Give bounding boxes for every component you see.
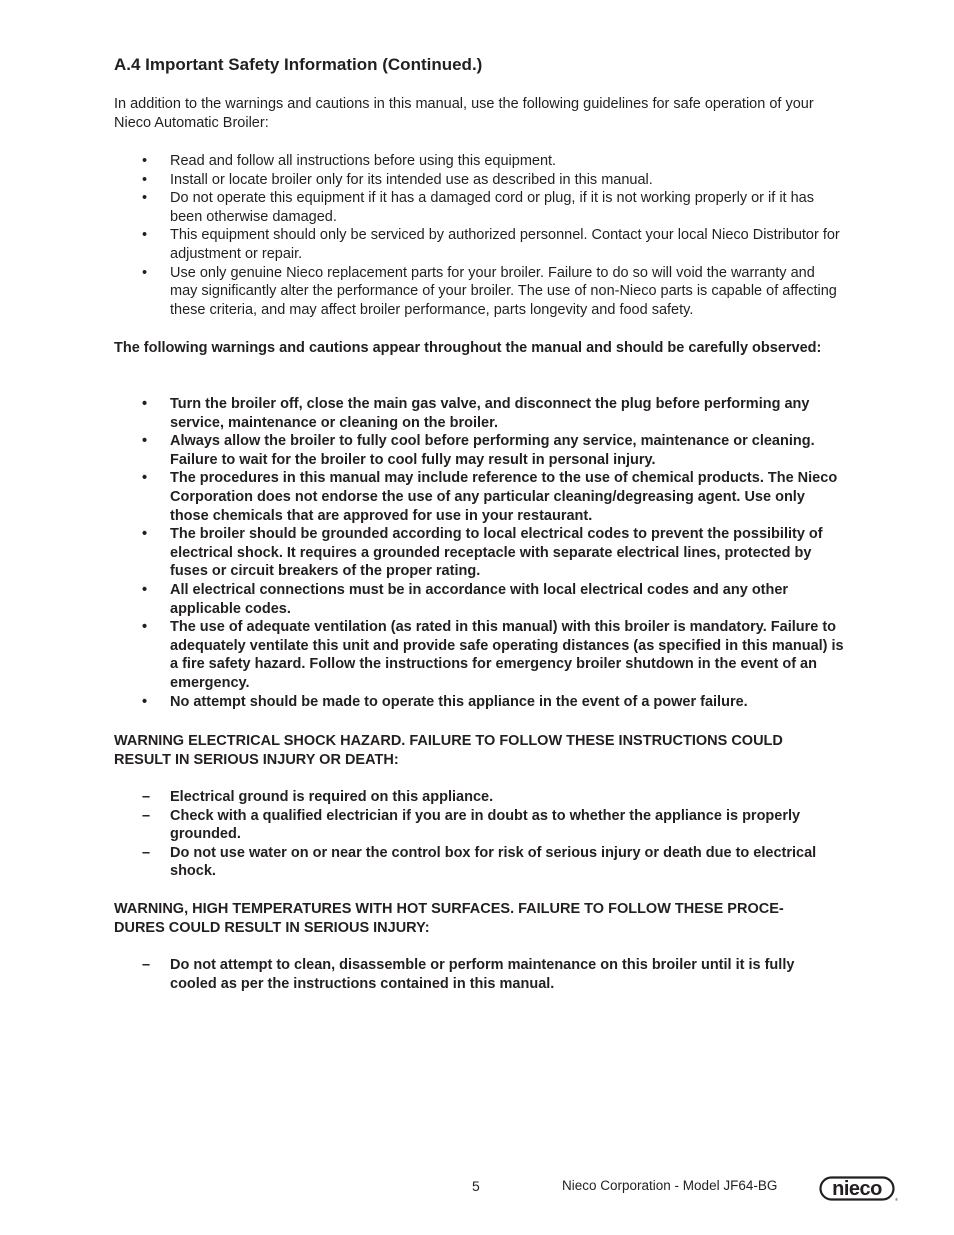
intro-paragraph: In addition to the warnings and cautions in this manual, use the following guidelines for safe operation of your Nieco Automatic Broiler:: [114, 96, 814, 131]
electrical-warning-heading: WARNING ELECTRICAL SHOCK HAZARD. FAILURE TO FOLLOW THESE INSTRUCTIONS COULD RESULT IN SERIOUS INJURY OR DEATH:: [114, 733, 783, 768]
list-item: • All electrical connections must be in accordance with local electrical codes and any other applicable codes.: [142, 581, 789, 617]
list-item: – Do not attempt to clean, disassemble or perform maintenance on this broiler until it is fully cooled as per the instructions contained in this manual.: [142, 957, 795, 992]
list-item: • Use only genuine Nieco replacement parts for your broiler. Failure to do so will void the warranty and may significantly alter the performance of your broiler. The use of non-Nieco parts is capable of affecting these criteria, and may affect broiler performance, parts longevity and food safety.: [142, 264, 837, 318]
list-item: • Read and follow all instructions before using this equipment.: [142, 153, 557, 169]
electrical-items-list: [114, 788, 844, 881]
bullet-mark: •: [142, 619, 148, 636]
bullet-mark: •: [142, 470, 148, 487]
bullet-mark: •: [142, 153, 148, 169]
bullet-mark: •: [142, 526, 148, 543]
bullet-mark: •: [142, 693, 148, 710]
list-item: • Turn the broiler off, close the main gas valve, and disconnect the plug before performing any service, maintenance or cleaning on the broiler.: [142, 396, 810, 431]
bullet-mark: •: [142, 264, 148, 281]
bullet-mark: •: [142, 396, 148, 412]
bullet-mark: •: [142, 171, 148, 188]
svg-text:nieco: nieco: [832, 1178, 882, 1200]
page-number: 5: [472, 1178, 480, 1194]
section-heading: A.4 Important Safety Information (Continued.): [114, 55, 483, 74]
guidelines-list: [114, 152, 844, 319]
dash-mark: –: [142, 957, 151, 973]
temperature-warning-heading: WARNING, HIGH TEMPERATURES WITH HOT SURFACES. FAILURE TO FOLLOW THESE PROCE-DURES COULD RESULT IN SERIOUS INJURY:: [114, 901, 784, 936]
dash-mark: –: [142, 789, 151, 805]
list-item: • The use of adequate ventilation (as rated in this manual) with this broiler is mandatory. Failure to adequately ventilate this unit and provide safe operating distances (as specified in this manual) is a fire safety hazard. Follow the instructions for emergency broiler shutdown in the event of an emergency.: [142, 619, 844, 691]
nieco-logo: [819, 1176, 897, 1202]
list-item: • No attempt should be made to operate this appliance in the event of a power failure.: [142, 693, 748, 710]
warnings-list: [114, 395, 844, 711]
bullet-mark: •: [142, 227, 148, 244]
list-item: – Check with a qualified electrician if you are in doubt as to whether the appliance is properly grounded.: [142, 807, 801, 843]
list-item: – Do not use water on or near the control box for risk of serious injury or death due to electrical shock.: [142, 844, 817, 880]
list-item: • Do not operate this equipment if it has a damaged cord or plug, if it is not working properly or if it has been otherwise damaged.: [142, 190, 814, 225]
temperature-items-list: [114, 956, 844, 993]
list-item: • This equipment should only be serviced by authorized personnel. Contact your local Nieco Distributor for adjustment or repair.: [142, 227, 840, 262]
list-item: • The broiler should be grounded according to local electrical codes to prevent the possibility of electrical shock. It requires a grounded receptacle with separate electrical lines, protected by fuses or circuit breakers of the proper rating.: [142, 526, 823, 580]
bullet-mark: •: [142, 581, 148, 598]
bullet-mark: •: [142, 190, 148, 207]
svg-text:®: ®: [895, 1197, 898, 1202]
warnings-intro: The following warnings and cautions appear throughout the manual and should be carefully observed:: [114, 340, 822, 356]
list-item: – Electrical ground is required on this appliance.: [142, 789, 494, 805]
bullet-mark: •: [142, 433, 148, 450]
dash-mark: –: [142, 807, 151, 824]
dash-mark: –: [142, 844, 151, 861]
list-item: • The procedures in this manual may include reference to the use of chemical products. The Nieco Corporation does not endorse the use of any particular cleaning/degreasing agent. Use only those chemicals that are approved for use in your restaurant.: [142, 470, 838, 524]
list-item: • Install or locate broiler only for its intended use as described in this manual.: [142, 171, 653, 188]
page-footer: [0, 1176, 954, 1206]
list-item: • Always allow the broiler to fully cool before performing any service, maintenance or cleaning. Failure to wait for the broiler to cool fully may result in personal injury.: [142, 433, 815, 468]
footer-text: Nieco Corporation - Model JF64-BG: [562, 1178, 778, 1193]
